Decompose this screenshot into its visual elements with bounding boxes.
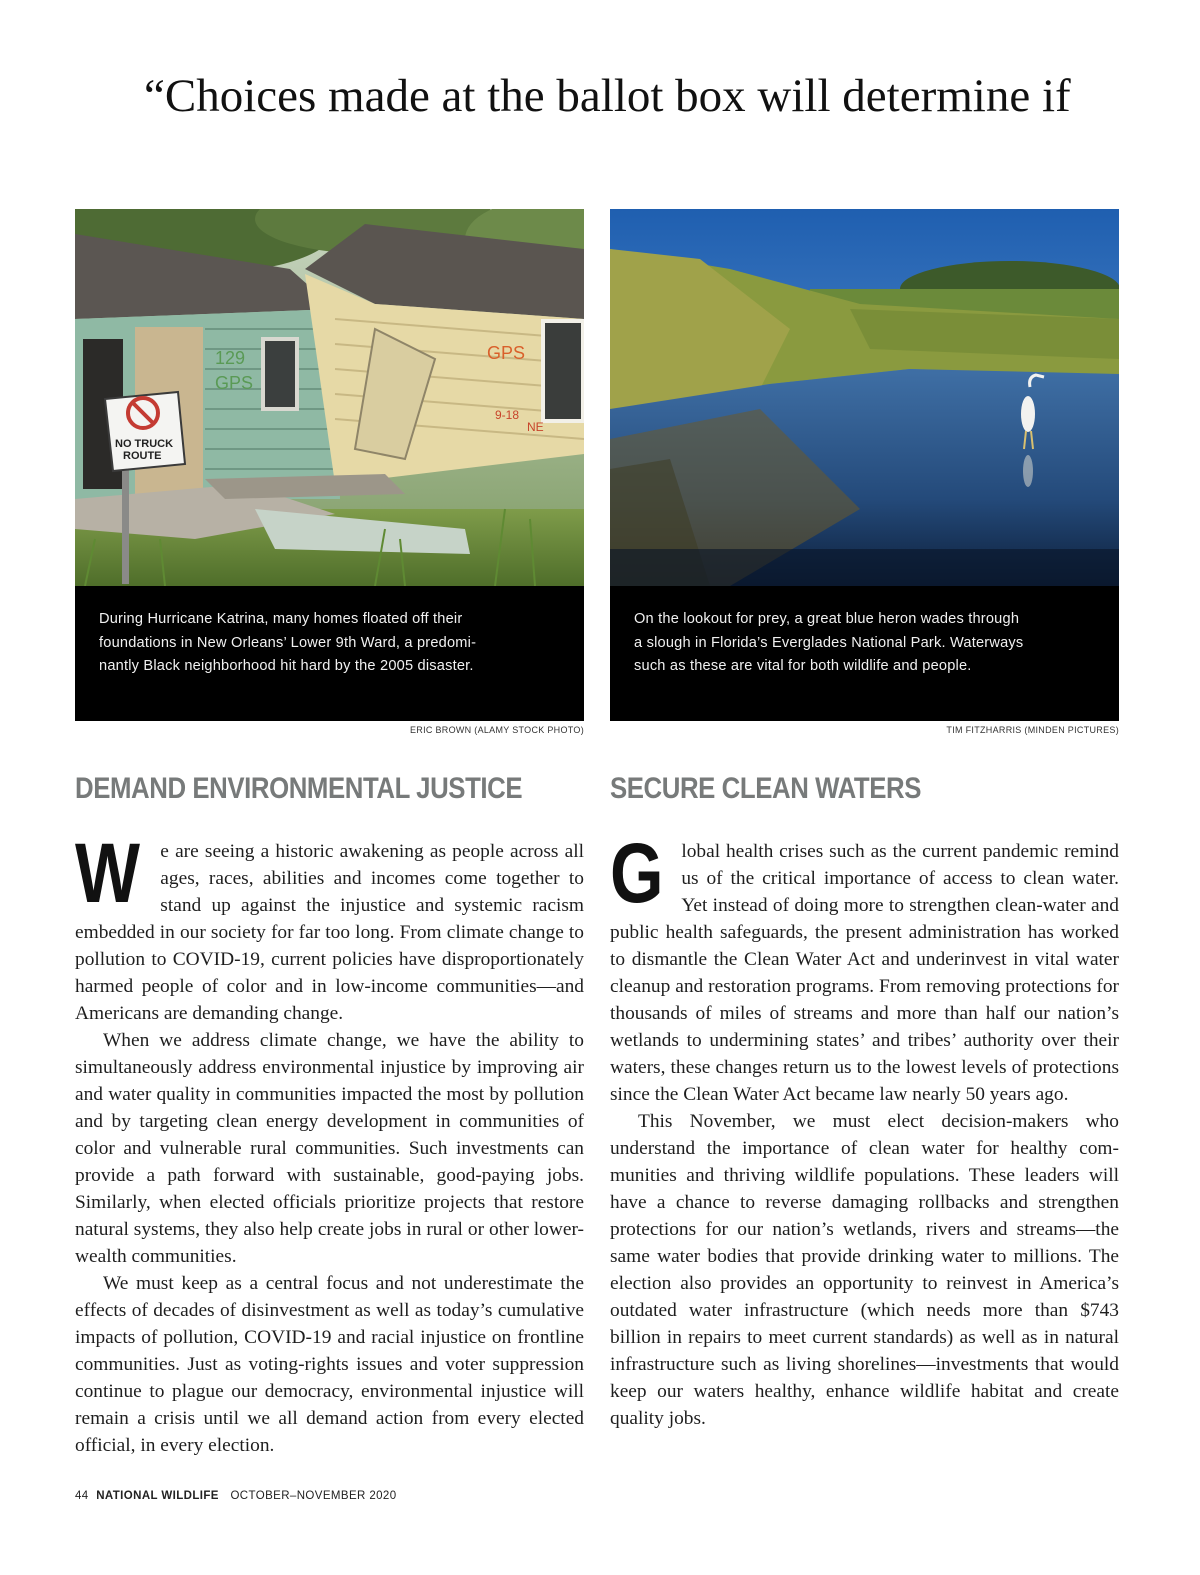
magazine-name: NATIONAL WILDLIFE [96,1490,219,1502]
katrina-houses-photo [75,209,584,586]
article-body [75,826,584,1459]
page-number: 44 [75,1490,89,1502]
section-heading: SECURE CLEAN WATERS [610,772,922,805]
graffiti-gps-left: GPS [215,373,254,393]
paragraph [610,826,1119,1108]
paragraph-text: e are seeing a historic awakening as people across all ages, races, abilities and incomes come together to stand up against the injustice and systemic racism embedded in our society for far too long. From climate change to pollution to COVID-19, current policies have disproportionately harmed people of color and in low-income communities—and Americans are demanding change. [75,841,584,1024]
graffiti-gps-right: GPS [487,343,526,363]
page-footer [75,1490,397,1502]
caption-line: such as these are vital for both wildlife and people. [634,658,972,674]
caption-line: foundations in New Orleans’ Lower 9th Ward, a predomi- [99,634,477,651]
drop-cap: G [610,826,664,920]
graffiti-ne: NE [527,420,544,434]
katrina-photo-block [75,209,584,735]
section-environmental-justice [75,768,584,1459]
katrina-caption [75,586,584,721]
section-clean-waters [610,768,1119,1432]
everglades-heron-photo [610,209,1119,586]
everglades-photo-block [610,209,1119,735]
paragraph-text: lobal health crises such as the current pandemic remind us of the critical importance of access to clean water. Yet instead of doing more to strengthen clean-water and public health safeguards, the present administration has worked to dismantle the Clean Water Act and underinvest in vital water cleanup and restoration programs. From removing protections for thousands of miles of streams and more than half our nation’s wetlands to undermining states’ and tribes’ authority over their waters, these changes return us to the lowest levels of protections since the Clean Water Act became law nearly 50 years ago. [610,841,1119,1105]
caption-line: a slough in Florida’s Everglades National Park. Waterways [634,634,1024,651]
article-body [610,826,1119,1432]
paragraph [75,826,584,1027]
drop-cap: W [75,826,141,920]
sign-text-line1: NO TRUCK [115,438,174,450]
issue-date: OCTOBER–NOVEMBER 2020 [230,1490,397,1502]
everglades-caption [610,586,1119,721]
section-heading: DEMAND ENVIRONMENTAL JUSTICE [75,772,523,805]
caption-line: nantly Black neighborhood hit hard by the 2005 disaster. [99,658,474,674]
photo-credit: ERIC BROWN (ALAMY STOCK PHOTO) [409,725,584,735]
caption-line: On the lookout for prey, a great blue heron wades through [634,611,1020,627]
graffiti-129: 129 [215,348,246,368]
paragraph: We must keep as a central focus and not underestimate the effects of decades of disinvestment as well as today’s cumulative impacts of pollution, COVID-19 and racial injustice on frontline communities. Just as voting-rights issues and voter suppression continue to plague our democracy, environmental injustice will remain a crisis until we all demand action from every elected official, in every election. [75,1273,584,1456]
graffiti-date: 9-18 [495,408,520,422]
katrina-houses-illustration [75,209,584,586]
pull-quote: “Choices made at the ballot box will determine if [144,70,1071,122]
photo-credit: TIM FITZHARRIS (MINDEN PICTURES) [946,725,1119,735]
paragraph: When we address climate change, we have the ability to simultaneously address environmental injustice by improving air and water quality in communities impacted the most by pollution and by targeting clean energy development in communities of color and vulnerable rural communities. Such investments can provide a path forward with sustainable, good-paying jobs. Similarly, when elected officials prioritize projects that restore natural systems, they also help create jobs in rural or other lower-wealth communities. [75,1030,584,1267]
caption-line: During Hurricane Katrina, many homes floated off their [99,611,463,627]
sign-text-line2: ROUTE [123,450,162,462]
everglades-illustration [610,209,1119,586]
paragraph: This November, we must elect decision-makers who understand the importance of clean water for healthy communities and thriving wildlife populations. These leaders will have a chance to reverse damaging rollbacks and strengthen protections for our nation’s wetlands, rivers and streams—the same water bodies that provide drinking water to millions. The election also provides an opportunity to reinvest in America’s outdated water infrastructure (which needs more than $743 billion in repairs to meet current standards) as well as in natural infrastructure such as living shorelines—investments that would keep our waters healthy, enhance wildlife habitat and create quality jobs. [610,1111,1119,1429]
